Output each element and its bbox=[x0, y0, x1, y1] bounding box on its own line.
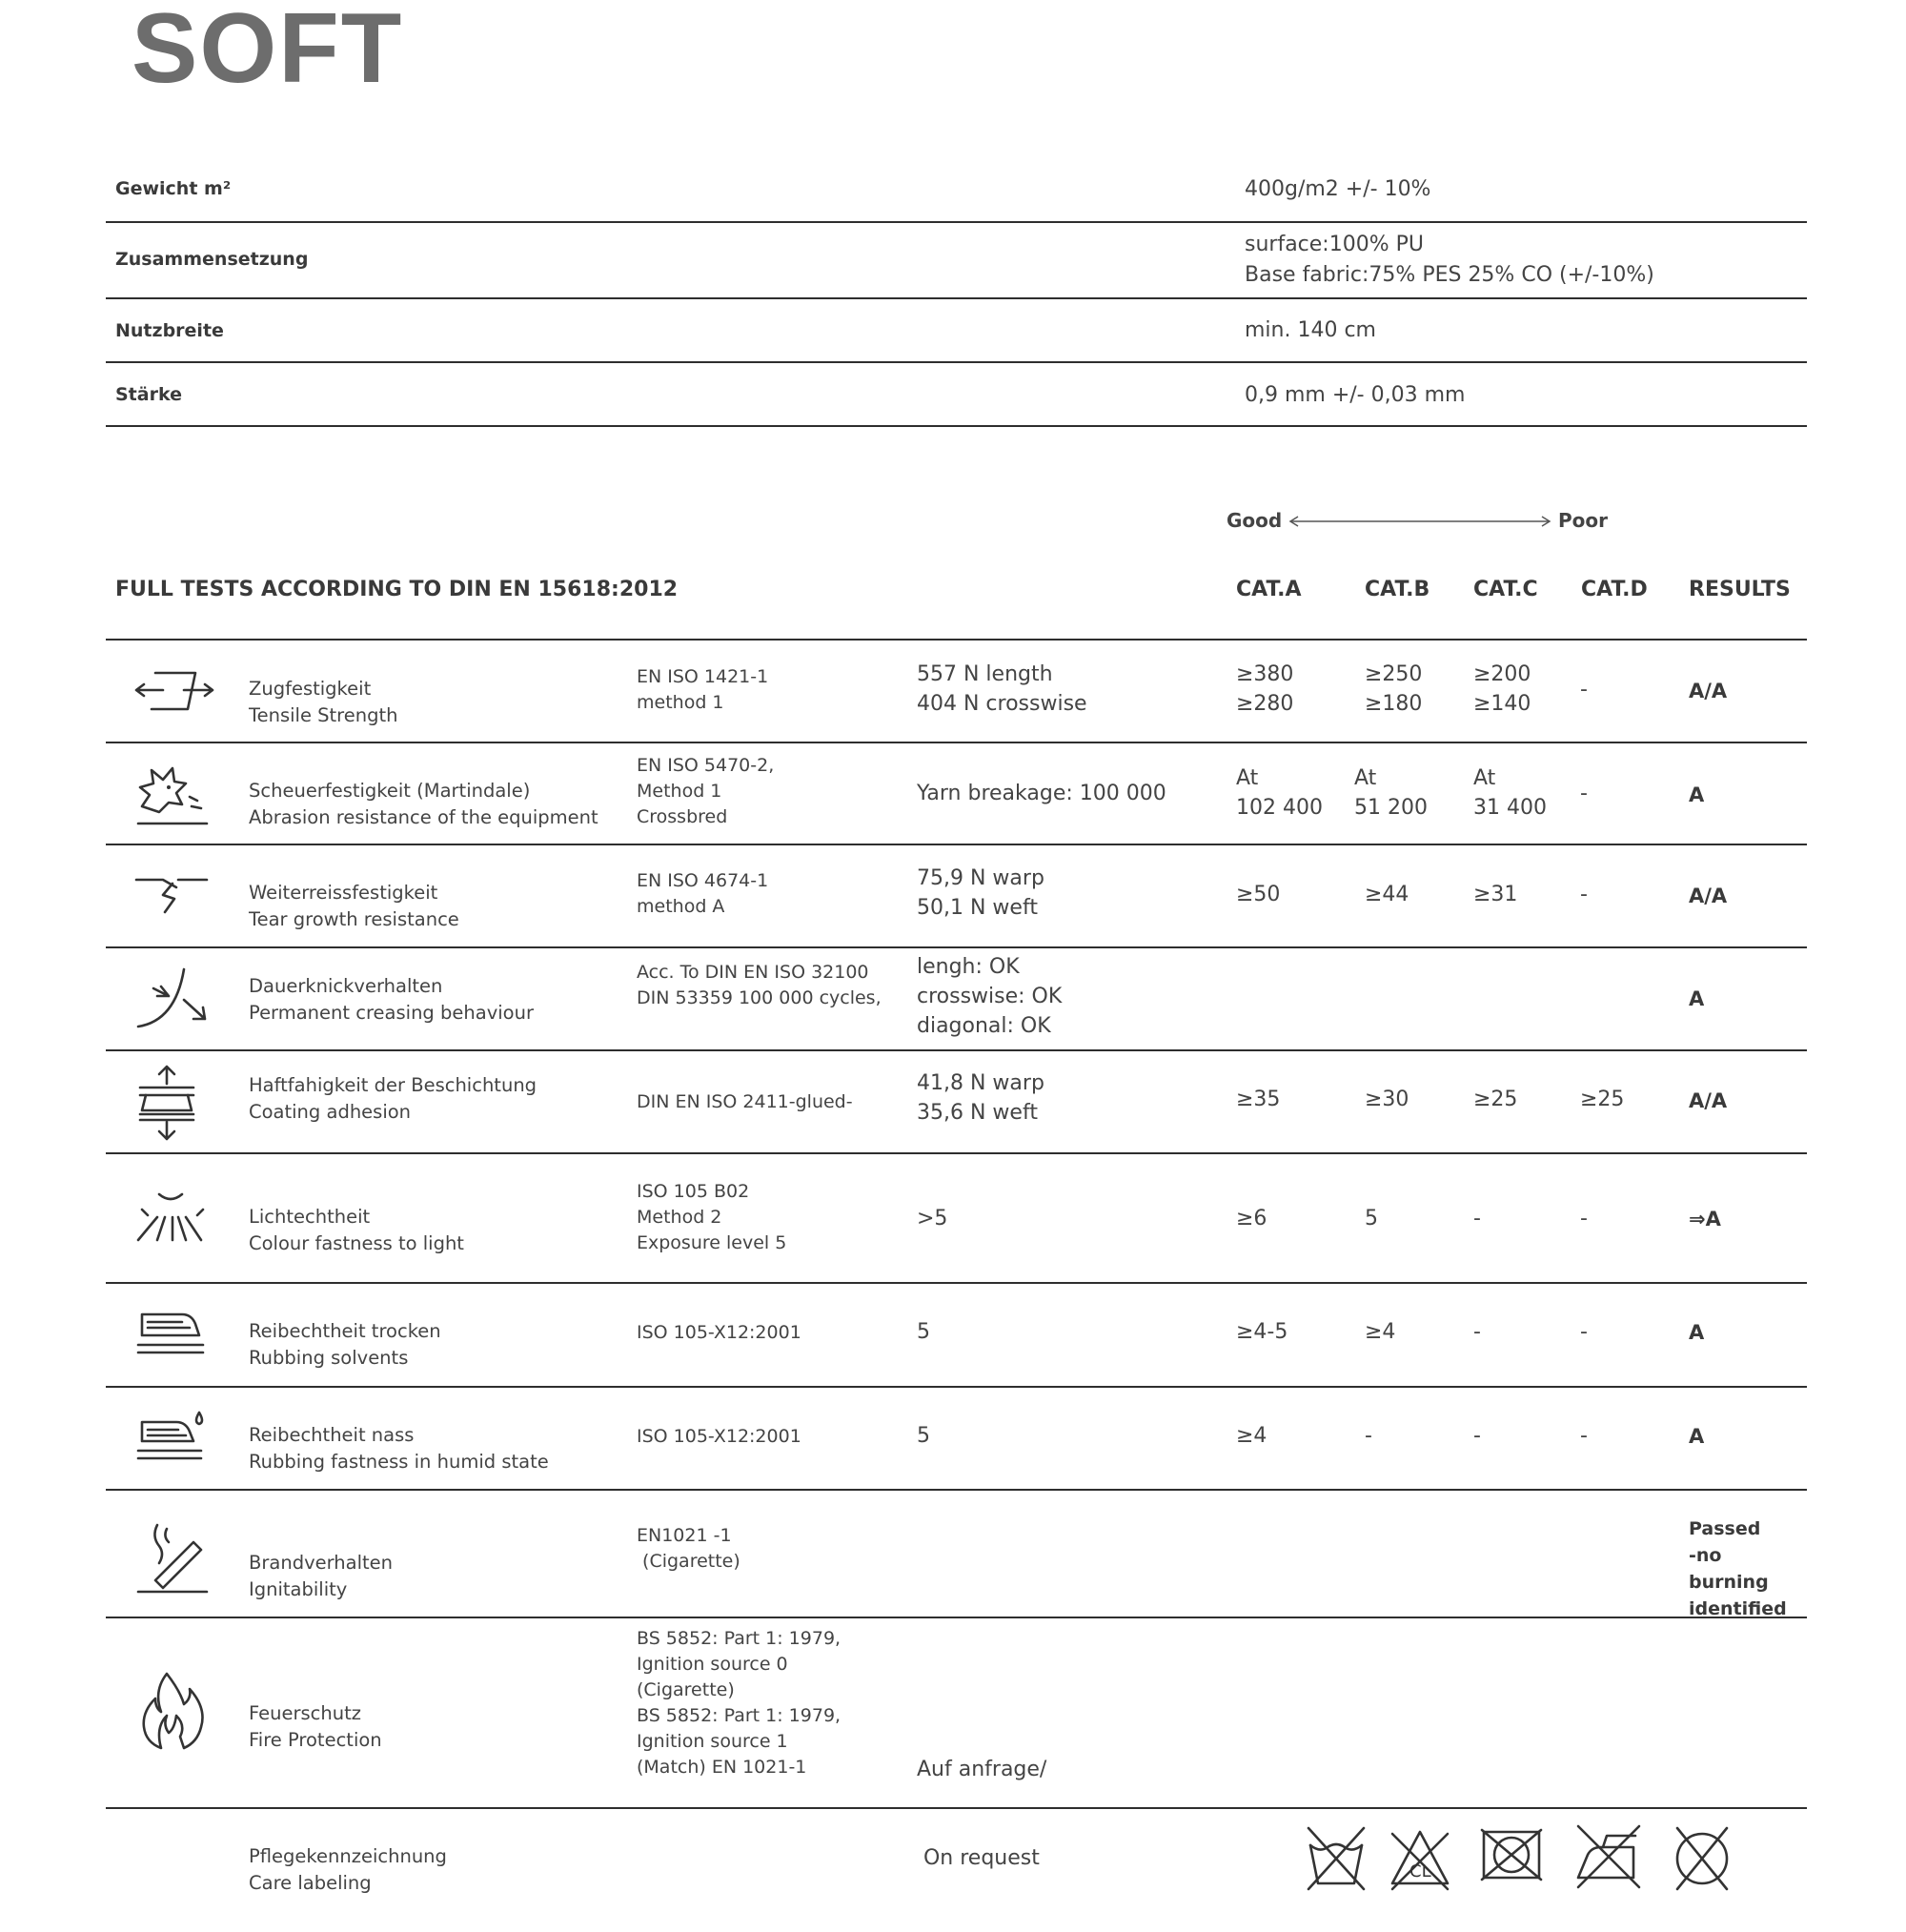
cat-d-value: - bbox=[1580, 1320, 1588, 1344]
standard-line: ISO 105 B02 bbox=[637, 1181, 750, 1202]
cat-c-value: - bbox=[1473, 1424, 1481, 1448]
cat-line: At bbox=[1236, 766, 1259, 790]
cat-c-value bbox=[1473, 763, 1547, 823]
cat-b-value: ≥44 bbox=[1365, 883, 1409, 906]
standard-line: (Cigarette) bbox=[637, 1551, 740, 1572]
test-row-abrasion bbox=[106, 743, 1807, 844]
test-result: ⇒A bbox=[1689, 1208, 1721, 1230]
standard-line: (Cigarette) bbox=[637, 1679, 735, 1700]
test-name bbox=[249, 1072, 537, 1126]
test-result: A bbox=[1689, 987, 1705, 1010]
test-name-de: Reibechtheit nass bbox=[249, 1424, 415, 1446]
cat-a-value bbox=[1236, 763, 1323, 823]
cat-a-value: ≥4 bbox=[1236, 1424, 1267, 1448]
spec-label: Stärke bbox=[115, 384, 182, 405]
divider bbox=[106, 221, 1807, 223]
test-row-tear-growth bbox=[106, 845, 1807, 946]
care-name-de: Pflegekennzeichnung bbox=[249, 1845, 447, 1867]
tensile-strength-icon bbox=[134, 661, 220, 719]
cat-b-value: - bbox=[1365, 1424, 1372, 1448]
test-result bbox=[1689, 1515, 1807, 1622]
test-name bbox=[249, 973, 534, 1027]
care-name-en: Care labeling bbox=[249, 1872, 372, 1894]
test-name-en: Tensile Strength bbox=[249, 704, 398, 726]
spec-value: min. 140 cm bbox=[1245, 318, 1376, 342]
no-tumble-dry-icon bbox=[1478, 1826, 1545, 1883]
test-name-en: Rubbing fastness in humid state bbox=[249, 1451, 549, 1473]
test-name-de: Reibechtheit trocken bbox=[249, 1320, 441, 1342]
test-name-de: Zugfestigkeit bbox=[249, 678, 372, 700]
cat-c-value: ≥25 bbox=[1473, 1088, 1518, 1111]
cat-line: ≥140 bbox=[1473, 692, 1531, 716]
test-name-de: Weiterreissfestigkeit bbox=[249, 882, 438, 904]
standard-line: EN ISO 1421-1 bbox=[637, 666, 769, 687]
svg-text:CL: CL bbox=[1409, 1861, 1431, 1881]
cat-a-value: ≥4-5 bbox=[1236, 1320, 1288, 1344]
test-result: A bbox=[1689, 1321, 1705, 1344]
measured-line: On request bbox=[917, 1846, 1040, 1870]
cat-c-value bbox=[1473, 660, 1531, 719]
col-header-cat-d: CAT.D bbox=[1581, 578, 1648, 601]
measured-line: crosswise: OK bbox=[917, 985, 1063, 1008]
test-name-en: Tear growth resistance bbox=[249, 908, 459, 930]
test-result: A/A bbox=[1689, 1089, 1728, 1112]
standard-line: method 1 bbox=[637, 692, 724, 713]
test-name-de: Scheuerfestigkeit (Martindale) bbox=[249, 780, 531, 802]
standard-line: EN1021 -1 bbox=[637, 1525, 732, 1546]
cat-line: ≥280 bbox=[1236, 692, 1294, 716]
test-standard bbox=[637, 1523, 740, 1575]
divider bbox=[106, 425, 1807, 427]
measured-line: 75,9 N warp bbox=[917, 866, 1044, 890]
cat-d-value: - bbox=[1580, 678, 1588, 702]
scale-good-label: Good bbox=[1227, 509, 1283, 532]
test-measured: 5 bbox=[917, 1320, 930, 1344]
divider bbox=[106, 297, 1807, 299]
cat-line: 102 400 bbox=[1236, 796, 1323, 820]
test-name-de: Dauerknickverhalten bbox=[249, 975, 443, 997]
standard-line: Crossbred bbox=[637, 806, 728, 827]
no-washing-icon bbox=[1307, 1824, 1366, 1891]
standard-line: EN ISO 4674-1 bbox=[637, 870, 769, 891]
test-name-en: Coating adhesion bbox=[249, 1101, 412, 1123]
care-name bbox=[249, 1843, 447, 1897]
test-standard bbox=[637, 1626, 841, 1780]
standard-line: BS 5852: Part 1: 1979, bbox=[637, 1705, 841, 1726]
cat-line: ≥200 bbox=[1473, 662, 1531, 686]
test-measured bbox=[917, 864, 1044, 923]
test-name-en: Colour fastness to light bbox=[249, 1232, 464, 1254]
test-result: A bbox=[1689, 783, 1705, 806]
no-ironing-icon bbox=[1574, 1822, 1643, 1891]
test-standard bbox=[637, 1179, 786, 1256]
standard-line: Acc. To DIN EN ISO 32100 bbox=[637, 962, 869, 983]
spec-value: 0,9 mm +/- 0,03 mm bbox=[1245, 383, 1466, 407]
test-name-en: Ignitability bbox=[249, 1578, 348, 1600]
cat-c-value: - bbox=[1473, 1320, 1481, 1344]
standard-line: EN ISO 5470-2, bbox=[637, 755, 775, 776]
cat-line: 51 200 bbox=[1354, 796, 1428, 820]
test-standard: ISO 105-X12:2001 bbox=[637, 1322, 801, 1343]
test-measured: Yarn breakage: 100 000 bbox=[917, 782, 1166, 805]
measured-line: 41,8 N warp bbox=[917, 1071, 1044, 1095]
test-name bbox=[249, 1318, 441, 1372]
cat-a-value: ≥35 bbox=[1236, 1088, 1281, 1111]
result-line: Passed bbox=[1689, 1518, 1761, 1539]
test-name-en: Rubbing solvents bbox=[249, 1347, 409, 1369]
cat-line: 31 400 bbox=[1473, 796, 1547, 820]
standard-line: Ignition source 0 bbox=[637, 1654, 788, 1675]
scale-arrow bbox=[1287, 512, 1553, 531]
coating-adhesion-icon bbox=[134, 1065, 220, 1141]
test-row-creasing bbox=[106, 948, 1807, 1049]
standard-line: DIN 53359 100 000 cycles, bbox=[637, 987, 882, 1008]
spec-label: Nutzbreite bbox=[115, 320, 224, 341]
cat-a-value: ≥50 bbox=[1236, 883, 1281, 906]
cat-b-value: ≥4 bbox=[1365, 1320, 1396, 1344]
flame-icon bbox=[134, 1670, 220, 1756]
cigarette-icon bbox=[134, 1521, 220, 1597]
test-standard bbox=[637, 664, 768, 716]
cat-c-value: ≥31 bbox=[1473, 883, 1518, 906]
test-name bbox=[249, 880, 459, 933]
measured-line: 35,6 N weft bbox=[917, 1101, 1038, 1125]
test-name bbox=[249, 1422, 549, 1475]
measured-line: 557 N length bbox=[917, 662, 1053, 686]
spec-value: Base fabric:75% PES 25% CO (+/-10%) bbox=[1245, 263, 1654, 287]
cat-line: At bbox=[1473, 766, 1496, 790]
cat-d-value: - bbox=[1580, 1424, 1588, 1448]
test-result: A/A bbox=[1689, 885, 1728, 907]
col-header-cat-b: CAT.B bbox=[1365, 578, 1430, 601]
standard-line: BS 5852: Part 1: 1979, bbox=[637, 1628, 841, 1649]
col-header-cat-a: CAT.A bbox=[1236, 578, 1302, 601]
test-standard bbox=[637, 960, 882, 1011]
cat-line: At bbox=[1354, 766, 1377, 790]
tests-title: FULL TESTS ACCORDING TO DIN EN 15618:2012 bbox=[115, 578, 679, 601]
standard-line: Exposure level 5 bbox=[637, 1232, 787, 1253]
rubbing-dry-icon bbox=[134, 1307, 220, 1364]
cat-b-value bbox=[1354, 763, 1428, 823]
cat-b-value bbox=[1365, 660, 1422, 719]
no-dry-cleaning-icon bbox=[1672, 1822, 1733, 1891]
test-measured: >5 bbox=[917, 1207, 948, 1230]
standard-line: (Match) EN 1021-1 bbox=[637, 1757, 807, 1778]
standard-line: Method 2 bbox=[637, 1207, 722, 1228]
cat-b-value: 5 bbox=[1365, 1207, 1378, 1230]
cat-d-value: - bbox=[1580, 782, 1588, 805]
test-name-de: Lichtechtheit bbox=[249, 1206, 371, 1228]
test-row-rubbing-wet bbox=[106, 1388, 1807, 1489]
test-row-tensile bbox=[106, 641, 1807, 742]
cat-line: ≥250 bbox=[1365, 662, 1423, 686]
measured-line: 404 N crosswise bbox=[917, 692, 1087, 716]
cat-a-value bbox=[1236, 660, 1293, 719]
test-name bbox=[249, 676, 398, 729]
test-name-en: Fire Protection bbox=[249, 1729, 382, 1751]
cat-d-value: - bbox=[1580, 1207, 1588, 1230]
cat-line: ≥180 bbox=[1365, 692, 1423, 716]
light-fastness-icon bbox=[134, 1189, 220, 1246]
spec-label: Zusammensetzung bbox=[115, 249, 309, 270]
test-name-de: Feuerschutz bbox=[249, 1702, 361, 1724]
test-row-rubbing-dry bbox=[106, 1284, 1807, 1385]
test-row-ignitability bbox=[106, 1491, 1807, 1617]
test-result: A bbox=[1689, 1425, 1705, 1448]
test-measured bbox=[917, 1068, 1044, 1128]
test-standard bbox=[637, 868, 768, 920]
test-name bbox=[249, 1700, 382, 1754]
test-measured bbox=[917, 952, 1062, 1041]
page-title: SOFT bbox=[132, 0, 404, 104]
no-chlorine-bleach-icon bbox=[1389, 1824, 1451, 1891]
abrasion-icon bbox=[134, 763, 220, 829]
creasing-icon bbox=[134, 966, 220, 1032]
cat-b-value: ≥30 bbox=[1365, 1088, 1409, 1111]
col-header-results: RESULTS bbox=[1689, 578, 1791, 601]
cat-d-value: - bbox=[1580, 883, 1588, 906]
rubbing-wet-icon bbox=[134, 1409, 220, 1466]
standard-line: Method 1 bbox=[637, 781, 722, 802]
cat-d-value: ≥25 bbox=[1580, 1088, 1625, 1111]
tear-growth-icon bbox=[134, 866, 220, 924]
spec-label: Gewicht m² bbox=[115, 178, 232, 199]
result-line: -no burning bbox=[1689, 1545, 1769, 1593]
test-name-de: Brandverhalten bbox=[249, 1552, 394, 1574]
measured-line: Auf anfrage/ bbox=[917, 1758, 1047, 1781]
scale-poor-label: Poor bbox=[1558, 509, 1609, 532]
measured-line: diagonal: OK bbox=[917, 1014, 1051, 1038]
cat-c-value: - bbox=[1473, 1207, 1481, 1230]
care-row bbox=[106, 1809, 1807, 1906]
standard-line: Ignition source 1 bbox=[637, 1731, 788, 1752]
test-name bbox=[249, 1550, 393, 1603]
test-standard bbox=[637, 753, 774, 830]
test-standard: DIN EN ISO 2411-glued- bbox=[637, 1091, 853, 1112]
spec-value: surface:100% PU bbox=[1245, 233, 1424, 256]
test-row-light-fastness bbox=[106, 1154, 1807, 1282]
result-line: identified bbox=[1689, 1598, 1787, 1619]
test-name bbox=[249, 1204, 464, 1257]
test-name-de: Haftfahigkeit der Beschichtung bbox=[249, 1074, 537, 1096]
test-name-en: Permanent creasing behaviour bbox=[249, 1002, 534, 1024]
cat-line: ≥380 bbox=[1236, 662, 1294, 686]
test-measured bbox=[917, 660, 1087, 719]
measured-line: 50,1 N weft bbox=[917, 896, 1038, 920]
test-standard: ISO 105-X12:2001 bbox=[637, 1426, 801, 1447]
standard-line: method A bbox=[637, 896, 725, 917]
test-name-en: Abrasion resistance of the equipment bbox=[249, 806, 598, 828]
cat-a-value: ≥6 bbox=[1236, 1207, 1267, 1230]
measured-line: lengh: OK bbox=[917, 955, 1020, 979]
divider bbox=[106, 361, 1807, 363]
test-row-coating-adhesion bbox=[106, 1051, 1807, 1152]
col-header-cat-c: CAT.C bbox=[1473, 578, 1538, 601]
test-name bbox=[249, 778, 598, 831]
test-result: A/A bbox=[1689, 680, 1728, 702]
test-measured: 5 bbox=[917, 1424, 930, 1448]
spec-value: 400g/m2 +/- 10% bbox=[1245, 177, 1431, 201]
